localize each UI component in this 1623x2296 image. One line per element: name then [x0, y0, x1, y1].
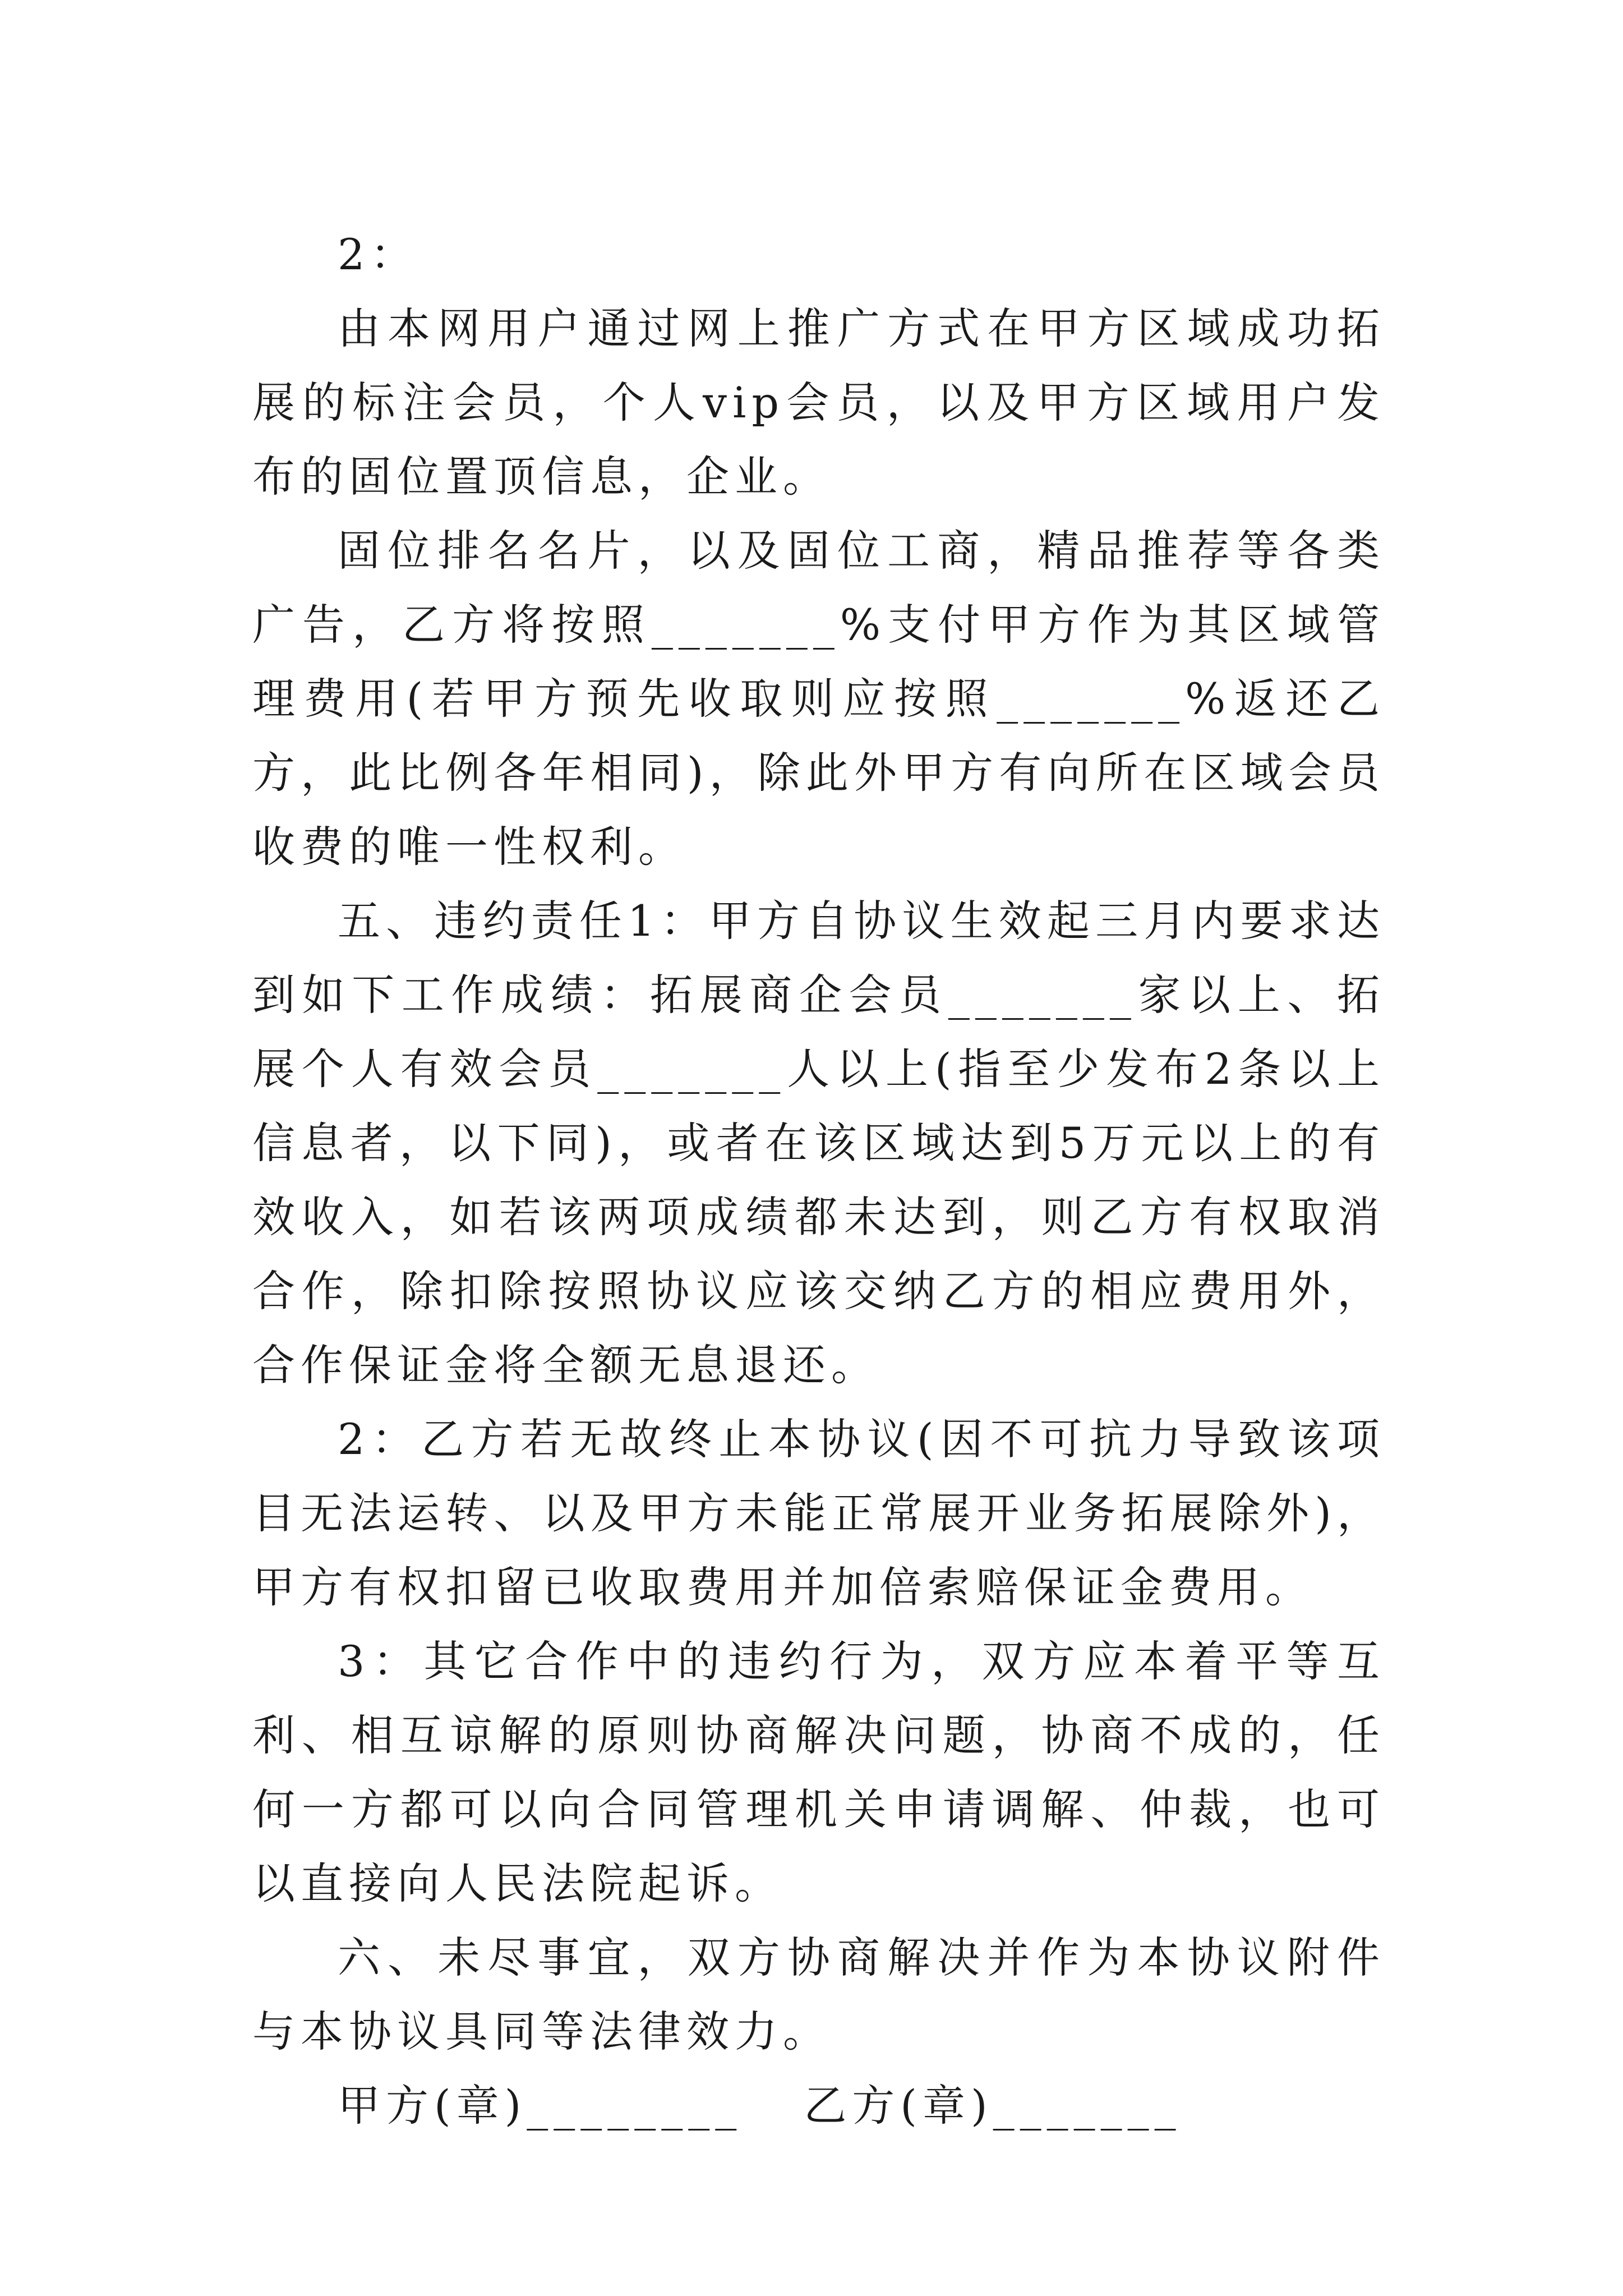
paragraph-unresolved-matters: 六、未尽事宜，双方协商解决并作为本协议附件与本协议具同等法律效力。 [252, 1932, 1385, 2056]
paragraph-clause-2-heading: 2： [338, 229, 419, 279]
paragraph-breach-liability-2: 2：乙方若无故终止本协议(因不可抗力导致该项目无法运转、以及甲方未能正常展开业务拓展除外)，甲方有权扣留已收取费用并加倍索赔保证金费用。 [252, 1414, 1385, 1612]
paragraph-breach-liability-1: 五、违约责任1：甲方自协议生效起三月内要求达到如下工作成绩：拓展商企会员_______家以上、拓展个人有效会员_______人以上(指至少发布2条以上信息者，以下同)，或者在该区域达到5万元以上的有效收入，如若该两项成绩都未达到，则乙方有权取消合作，除扣除按照协议应该交纳乙方的相应费用外，合作保证金将全额无息退还。 [252, 896, 1385, 1390]
party-a-seal: 甲方(章)________ [338, 2081, 743, 2131]
document-body [252, 218, 1385, 2143]
party-b-seal: 乙方(章)_______ [804, 2081, 1182, 2131]
paragraph-advertising-fee: 固位排名名片，以及固位工商，精品推荐等各类广告，乙方将按照_______%支付甲方作为其区域管理费用(若甲方预先收取则应按照_______%返还乙方，此比例各年相同)，除此外甲方有向所在区域会员收费的唯一性权利。 [252, 526, 1385, 872]
signature-line [252, 2069, 1385, 2143]
paragraph-member-promotion: 由本网用户通过网上推广方式在甲方区域成功拓展的标注会员，个人vip会员，以及甲方区域用户发布的固位置顶信息，企业。 [252, 303, 1385, 501]
paragraph-breach-liability-3: 3：其它合作中的违约行为，双方应本着平等互利、相互谅解的原则协商解决问题，协商不成的，任何一方都可以向合同管理机关申请调解、仲裁，也可以直接向人民法院起诉。 [252, 1636, 1385, 1908]
